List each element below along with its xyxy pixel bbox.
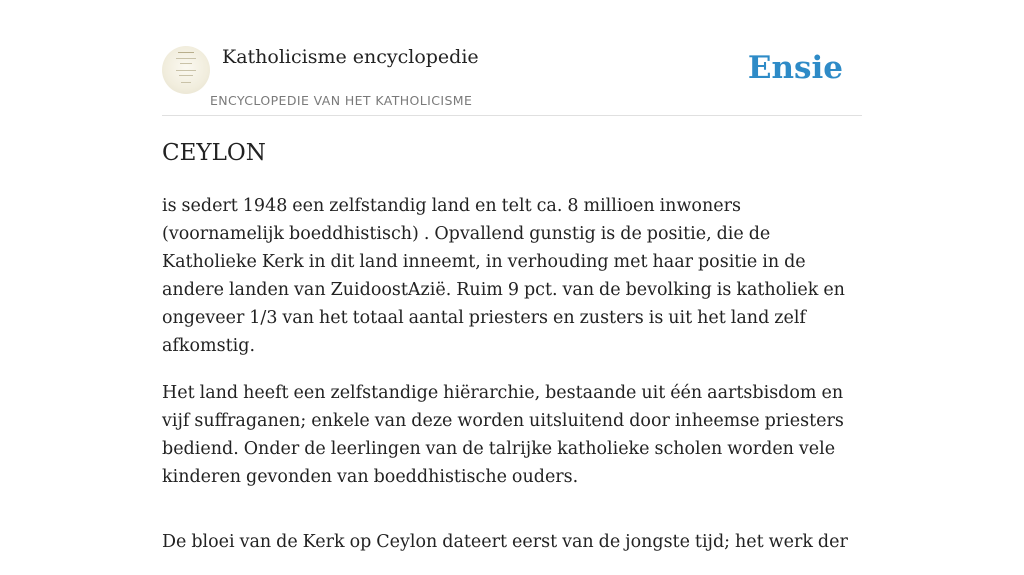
entry-paragraph: is sedert 1948 een zelfstandig land en telt ca. 8 millioen inwoners (voornamelijk boeddhistisch) . Opvallend gunstig is de positie, die de Katholieke Kerk in dit land inneemt, in verhouding met haar positie in de andere landen van ZuidoostAzië. Ruim 9 pct. van de bevolking is katholiek en ongeveer 1/3 van het totaal aantal priesters en zusters is uit het land zelf afkomstig. (162, 196, 845, 356)
book-cover-icon[interactable] (162, 46, 210, 94)
entry-body (162, 192, 862, 575)
page-container (162, 0, 862, 552)
book-title-link[interactable]: Katholicisme encyclopedie (222, 46, 479, 68)
entry-paragraph: Het land heeft een zelfstandige hiërarchie, bestaande uit één aartsbisdom en vijf suffraganen; enkele van deze worden uitsluitend door inheemse priesters bediend. Onder de leerlingen van de talrijke katholieke scholen worden vele kinderen gevonden van boeddhistische ouders. (162, 383, 844, 487)
page-header (162, 0, 862, 116)
entry-paragraph: De bloei van de Kerk op Ceylon dateert eerst van de jongste tijd; het werk der (162, 532, 848, 552)
book-subtitle: ENCYCLOPEDIE VAN HET KATHOLICISME (210, 93, 473, 108)
entry-title: CEYLON (162, 140, 266, 166)
ensie-logo-link[interactable]: Ensie (747, 50, 843, 86)
